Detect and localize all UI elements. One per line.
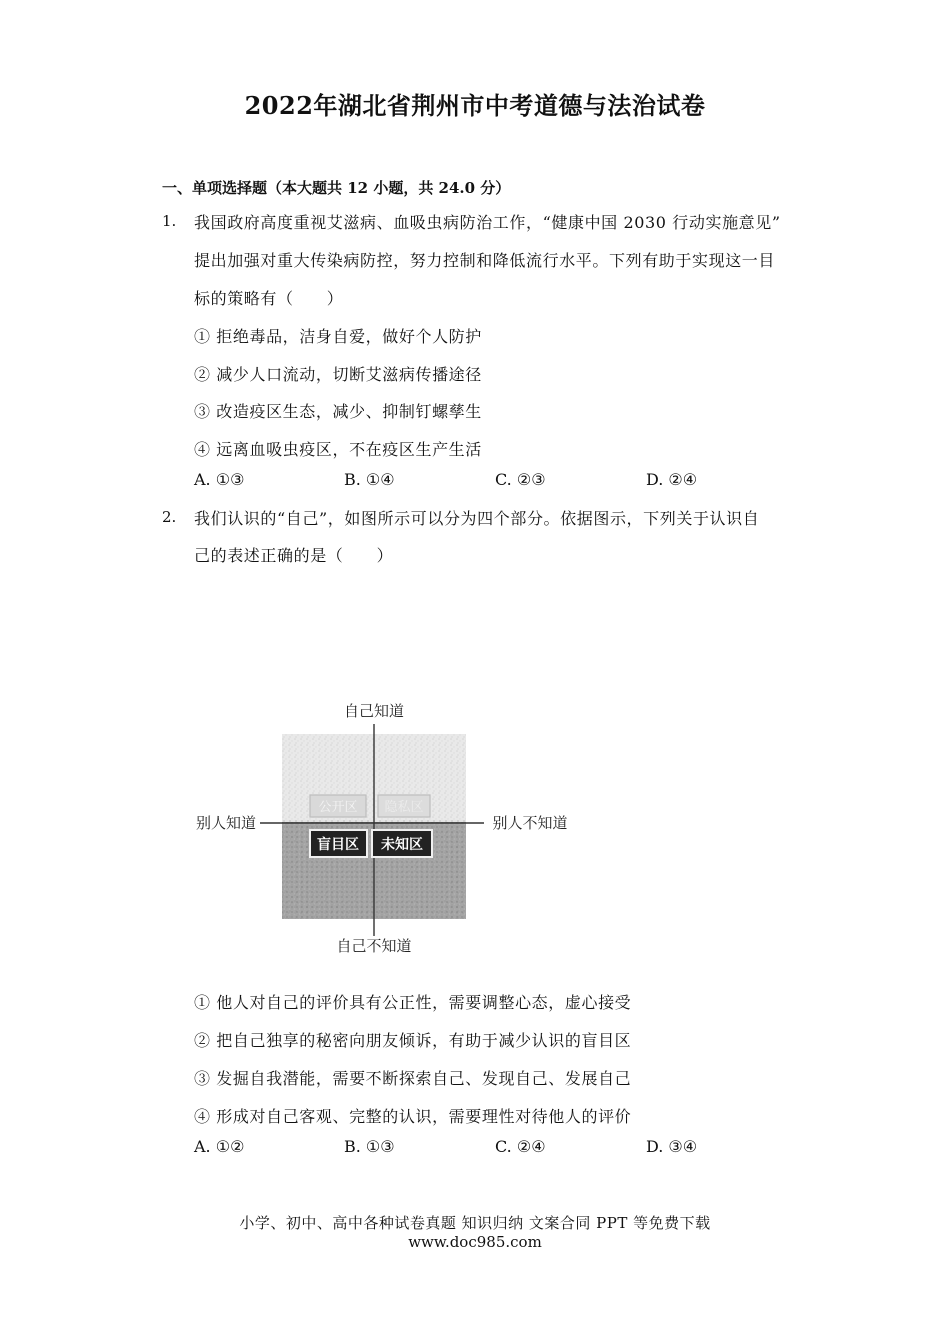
q1-statement-3: ③ 改造疫区生态，减少、抑制钉螺孳生 [194,402,482,421]
q1-stem-line-2: 提出加强对重大传染病防控，努力控制和降低流行水平。下列有助于实现这一目 [194,251,776,270]
left-axis-label: 别人知道 [195,814,257,832]
q1-statement-4: ④ 远离血吸虫疫区，不在疫区生产生活 [194,440,482,459]
bottom-axis-label: 自己不知道 [336,937,412,955]
hidden-area-label: 隐私区 [384,800,424,815]
right-axis-label: 别人不知道 [492,814,568,832]
q2-stem-line-1: 我们认识的“自己”，如图所示可以分为四个部分。依据图示，下列关于认识自 [194,509,760,528]
footer-text: 小学、初中、高中各种试卷真题 知识归纳 文案合同 PPT 等免费下载 [239,1214,711,1232]
unknown-area-label: 未知区 [381,837,423,853]
q1-option-a[interactable]: A. ①③ [194,470,245,489]
top-axis-label: 自己知道 [343,702,405,720]
q1-statement-1: ① 拒绝毒品，洁身自爱，做好个人防护 [194,327,482,346]
q1-option-d[interactable]: D. ②④ [646,470,698,489]
q2-stem-line-2: 己的表述正确的是（ ） [194,546,394,565]
q2-option-c[interactable]: C. ②④ [495,1137,546,1156]
open-area-label: 公开区 [318,800,358,815]
q2-statement-3: ③ 发掘自我潜能，需要不断探索自己、发现自己、发展自己 [194,1069,632,1088]
question-number-1: 1. [162,212,177,230]
q1-stem-line-1: 我国政府高度重视艾滋病、血吸虫病防治工作，“健康中国 2030 行动实施意见” [194,213,781,232]
self-awareness-diagram [186,696,586,958]
diagram-svg [186,696,586,958]
q2-option-d[interactable]: D. ③④ [646,1137,698,1156]
q2-option-b[interactable]: B. ①③ [344,1137,395,1156]
q1-option-c[interactable]: C. ②③ [495,470,546,489]
question-number-2: 2. [162,508,177,526]
q1-option-b[interactable]: B. ①④ [344,470,395,489]
blind-area-label: 盲目区 [317,837,359,853]
q2-statement-1: ① 他人对自己的评价具有公正性，需要调整心态，虚心接受 [194,993,632,1012]
q2-option-a[interactable]: A. ①② [194,1137,245,1156]
q1-statement-2: ② 减少人口流动，切断艾滋病传播途径 [194,365,482,384]
q2-statement-2: ② 把自己独享的秘密向朋友倾诉，有助于减少认识的盲目区 [194,1031,632,1050]
q2-statement-4: ④ 形成对自己客观、完整的认识，需要理性对待他人的评价 [194,1107,632,1126]
section-heading: 一、单项选择题（本大题共 12 小题，共 24.0 分） [162,179,511,197]
q1-stem-line-3: 标的策略有（ ） [194,289,344,308]
footer-link[interactable]: www.doc985.com [408,1233,542,1251]
page-title: 2022年湖北省荆州市中考道德与法治试卷 [244,91,706,120]
